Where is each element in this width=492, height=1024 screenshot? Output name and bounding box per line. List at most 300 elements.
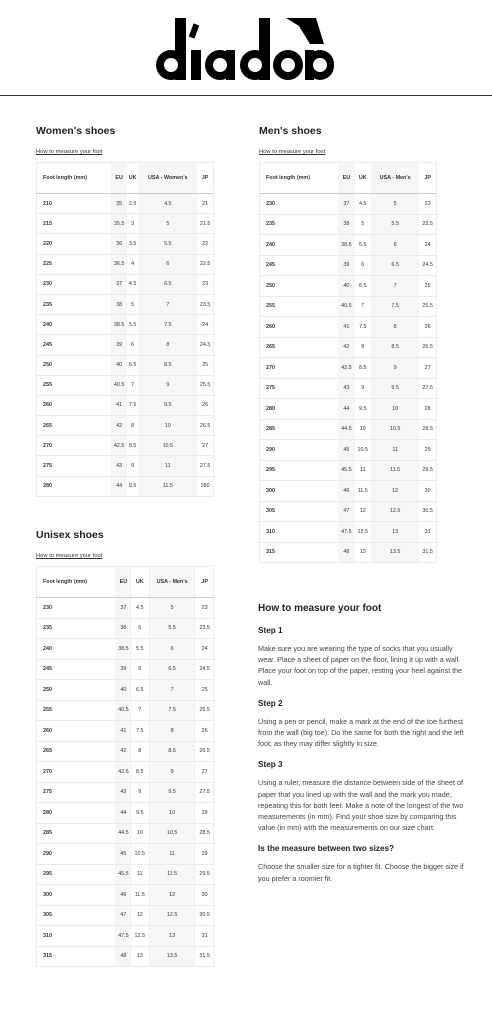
table-row bbox=[37, 885, 214, 906]
table-row bbox=[37, 274, 214, 294]
table-row bbox=[260, 296, 437, 317]
table-cell: 240 bbox=[37, 639, 116, 660]
table-cell: 8.5 bbox=[127, 436, 139, 456]
faq-title: Is the measure between two sizes? bbox=[258, 844, 395, 854]
table-cell: 6.5 bbox=[355, 276, 371, 297]
table-row bbox=[260, 194, 437, 215]
table-cell: 265 bbox=[37, 416, 112, 436]
table-cell: 260 bbox=[37, 395, 112, 415]
table-cell: 4.5 bbox=[127, 274, 139, 294]
table-cell: 41 bbox=[115, 721, 131, 742]
table-row bbox=[260, 276, 437, 297]
table-header-row bbox=[37, 163, 214, 194]
table-cell: 41 bbox=[338, 317, 354, 338]
column-header: JP bbox=[196, 567, 213, 598]
table-cell: 7.5 bbox=[138, 315, 197, 335]
table-cell: 12.5 bbox=[371, 501, 419, 522]
table-cell: 310 bbox=[260, 522, 339, 543]
table-cell: 10.5 bbox=[138, 436, 197, 456]
table-cell: 240 bbox=[260, 235, 339, 256]
table-cell: 255 bbox=[260, 296, 339, 317]
table-cell: 9 bbox=[148, 762, 196, 783]
table-row bbox=[260, 378, 437, 399]
table-cell: 10.5 bbox=[132, 844, 148, 865]
table-cell: 6.5 bbox=[138, 274, 197, 294]
table-cell: 12 bbox=[148, 885, 196, 906]
column-header: USA - Men's bbox=[371, 163, 419, 194]
table-cell: 30 bbox=[419, 481, 436, 502]
table-cell: 7 bbox=[371, 276, 419, 297]
table-cell: 40.5 bbox=[338, 296, 354, 317]
table-cell: 8.5 bbox=[148, 741, 196, 762]
table-cell: 315 bbox=[37, 946, 116, 967]
table-cell: 270 bbox=[260, 358, 339, 379]
table-row bbox=[37, 926, 214, 947]
table-cell: 9 bbox=[132, 782, 148, 803]
mens-measure-link[interactable]: How to measure your foot bbox=[259, 149, 326, 155]
column-header: Foot length (mm) bbox=[37, 163, 112, 194]
table-cell: 300 bbox=[37, 885, 116, 906]
table-cell: 280 bbox=[37, 803, 116, 824]
table-row bbox=[37, 214, 214, 234]
womens-section bbox=[36, 125, 218, 497]
table-cell: 11 bbox=[355, 460, 371, 481]
table-cell: 11.5 bbox=[132, 885, 148, 906]
table-cell: 42.5 bbox=[111, 436, 127, 456]
table-cell: 255 bbox=[37, 700, 116, 721]
table-cell: 10.5 bbox=[371, 419, 419, 440]
mens-section bbox=[259, 125, 441, 563]
step1-text: Make sure you are wearing the type of socks that you usually wear. Place a sheet of paper on the floor, lining it up with a wall. Place your foot on top of the paper, resting your heel against the wall. bbox=[258, 644, 463, 687]
table-cell: 28 bbox=[196, 803, 213, 824]
table-cell: 13 bbox=[371, 522, 419, 543]
table-cell: 24.5 bbox=[197, 335, 213, 355]
table-cell: 27 bbox=[419, 358, 436, 379]
table-row bbox=[37, 823, 214, 844]
table-cell: 37 bbox=[338, 194, 354, 215]
table-cell: 43 bbox=[115, 782, 131, 803]
table-cell: 305 bbox=[260, 501, 339, 522]
table-cell: 42 bbox=[115, 741, 131, 762]
table-row bbox=[37, 741, 214, 762]
table-cell: 7 bbox=[148, 680, 196, 701]
table-cell: 280 bbox=[37, 476, 112, 496]
table-cell: 250 bbox=[37, 355, 112, 375]
table-cell: 6.5 bbox=[148, 659, 196, 680]
table-cell: 3 bbox=[127, 214, 139, 234]
table-cell: 5 bbox=[148, 598, 196, 619]
column-header: EU bbox=[111, 163, 127, 194]
table-row bbox=[37, 355, 214, 375]
table-cell: 12.5 bbox=[132, 926, 148, 947]
table-cell: 24 bbox=[196, 639, 213, 660]
table-cell: 290 bbox=[37, 844, 116, 865]
table-cell: 265 bbox=[37, 741, 116, 762]
table-cell: 31 bbox=[196, 926, 213, 947]
table-cell: 230 bbox=[260, 194, 339, 215]
table-cell: 26.5 bbox=[196, 741, 213, 762]
table-cell: 8.5 bbox=[132, 762, 148, 783]
table-cell: 35 bbox=[111, 194, 127, 214]
table-cell: 27.5 bbox=[419, 378, 436, 399]
measure-guide bbox=[258, 603, 468, 884]
table-cell: 31.5 bbox=[196, 946, 213, 967]
table-cell: 12 bbox=[355, 501, 371, 522]
table-cell: 250 bbox=[37, 680, 116, 701]
table-cell: 45 bbox=[338, 440, 354, 461]
unisex-measure-link[interactable]: How to measure your foot bbox=[36, 553, 103, 559]
table-cell: 10 bbox=[371, 399, 419, 420]
table-cell: 260 bbox=[37, 721, 116, 742]
table-cell: 285 bbox=[260, 419, 339, 440]
table-cell: 295 bbox=[260, 460, 339, 481]
table-cell: 5.5 bbox=[138, 234, 197, 254]
table-cell: 12.5 bbox=[148, 905, 196, 926]
table-cell: 235 bbox=[260, 214, 339, 235]
table-row bbox=[37, 762, 214, 783]
table-row bbox=[37, 234, 214, 254]
table-cell: 7 bbox=[355, 296, 371, 317]
table-cell: 270 bbox=[37, 762, 116, 783]
table-header-row bbox=[260, 163, 437, 194]
table-row bbox=[260, 440, 437, 461]
table-cell: 6.5 bbox=[127, 355, 139, 375]
table-cell: 7.5 bbox=[371, 296, 419, 317]
table-row bbox=[37, 618, 214, 639]
table-cell: 11.5 bbox=[148, 864, 196, 885]
table-cell: 9 bbox=[371, 358, 419, 379]
table-row bbox=[260, 317, 437, 338]
table-row bbox=[37, 436, 214, 456]
table-cell: 24.5 bbox=[196, 659, 213, 680]
table-row bbox=[37, 598, 214, 619]
table-row bbox=[37, 254, 214, 274]
table-cell: 26.5 bbox=[197, 416, 213, 436]
table-row bbox=[37, 680, 214, 701]
unisex-size-table bbox=[36, 566, 214, 967]
table-row bbox=[37, 456, 214, 476]
table-cell: 280 bbox=[260, 399, 339, 420]
table-cell: 39 bbox=[111, 335, 127, 355]
table-cell: 7.5 bbox=[127, 395, 139, 415]
table-row bbox=[260, 481, 437, 502]
table-cell: 38 bbox=[111, 294, 127, 314]
table-cell: 40.5 bbox=[111, 375, 127, 395]
table-cell: 44 bbox=[111, 476, 127, 496]
table-cell: 38 bbox=[115, 618, 131, 639]
table-cell: 11 bbox=[138, 456, 197, 476]
table-cell: 43 bbox=[111, 456, 127, 476]
table-cell: 47 bbox=[115, 905, 131, 926]
table-cell: 285 bbox=[37, 823, 116, 844]
table-cell: 23 bbox=[196, 598, 213, 619]
table-row bbox=[37, 335, 214, 355]
table-cell: 245 bbox=[37, 659, 116, 680]
table-cell: 6 bbox=[148, 639, 196, 660]
table-row bbox=[37, 194, 214, 214]
table-cell: 280 bbox=[197, 476, 213, 496]
table-cell: 40 bbox=[111, 355, 127, 375]
table-cell: 26.5 bbox=[419, 337, 436, 358]
table-cell: 9.5 bbox=[355, 399, 371, 420]
table-cell: 6 bbox=[138, 254, 197, 274]
table-cell: 5 bbox=[127, 294, 139, 314]
table-cell: 220 bbox=[37, 234, 112, 254]
table-row bbox=[37, 294, 214, 314]
unisex-section bbox=[36, 529, 218, 967]
table-cell: 255 bbox=[37, 375, 112, 395]
table-cell: 315 bbox=[260, 542, 339, 563]
table-cell: 11.5 bbox=[138, 476, 197, 496]
table-cell: 47.5 bbox=[338, 522, 354, 543]
table-cell: 8.5 bbox=[355, 358, 371, 379]
diadora-logo bbox=[156, 18, 334, 82]
table-cell: 39 bbox=[338, 255, 354, 276]
table-cell: 2.5 bbox=[127, 194, 139, 214]
table-cell: 270 bbox=[37, 436, 112, 456]
table-cell: 9.5 bbox=[132, 803, 148, 824]
table-cell: 5.5 bbox=[127, 315, 139, 335]
table-cell: 5 bbox=[132, 618, 148, 639]
table-cell: 9.5 bbox=[371, 378, 419, 399]
table-cell: 8 bbox=[138, 335, 197, 355]
table-cell: 28 bbox=[419, 399, 436, 420]
table-cell: 37 bbox=[115, 598, 131, 619]
table-cell: 265 bbox=[260, 337, 339, 358]
mens-size-table bbox=[259, 162, 437, 563]
step3-text: Using a ruler, measure the distance between side of the sheet of paper that you lined up with the wall and the mark you made, repeating this for both feet. Make a note of the longest of the two measurements (in mm). Find your shoe size by comparing this value (in mm) with the measurements on our size chart. bbox=[258, 778, 464, 833]
table-cell: 42.5 bbox=[338, 358, 354, 379]
table-cell: 8 bbox=[371, 317, 419, 338]
measure-title: How to measure your foot bbox=[258, 603, 382, 614]
table-cell: 26 bbox=[419, 317, 436, 338]
table-cell: 21.5 bbox=[197, 214, 213, 234]
table-cell: 42.5 bbox=[115, 762, 131, 783]
table-cell: 29.5 bbox=[419, 460, 436, 481]
table-row bbox=[37, 476, 214, 496]
table-cell: 39 bbox=[115, 659, 131, 680]
table-cell: 29 bbox=[419, 440, 436, 461]
womens-measure-link[interactable]: How to measure your foot bbox=[36, 149, 103, 155]
table-cell: 43 bbox=[338, 378, 354, 399]
table-cell: 23.5 bbox=[419, 214, 436, 235]
table-cell: 9 bbox=[138, 375, 197, 395]
table-cell: 31.5 bbox=[419, 542, 436, 563]
step2-text: Using a pen or pencil, make a mark at the end of the toe furthest from the wall (big toe). Do the same for both the right and the left foot, as they may differ slightly in size. bbox=[258, 716, 464, 749]
table-row bbox=[260, 419, 437, 440]
table-cell: 41 bbox=[111, 395, 127, 415]
table-cell: 42 bbox=[111, 416, 127, 436]
table-cell: 240 bbox=[37, 315, 112, 335]
column-header: EU bbox=[115, 567, 131, 598]
table-cell: 10 bbox=[148, 803, 196, 824]
table-cell: 8 bbox=[127, 416, 139, 436]
table-cell: 22 bbox=[197, 234, 213, 254]
table-row bbox=[37, 905, 214, 926]
table-cell: 36.5 bbox=[111, 254, 127, 274]
table-cell: 6 bbox=[127, 335, 139, 355]
table-cell: 295 bbox=[37, 864, 116, 885]
womens-title: Women's shoes bbox=[36, 125, 116, 137]
table-row bbox=[260, 522, 437, 543]
table-cell: 275 bbox=[37, 782, 116, 803]
table-cell: 5.5 bbox=[132, 639, 148, 660]
table-cell: 230 bbox=[37, 598, 116, 619]
table-cell: 5 bbox=[371, 194, 419, 215]
table-row bbox=[260, 235, 437, 256]
table-cell: 305 bbox=[37, 905, 116, 926]
table-cell: 230 bbox=[37, 274, 112, 294]
table-cell: 10 bbox=[132, 823, 148, 844]
column-header: EU bbox=[338, 163, 354, 194]
table-cell: 13 bbox=[148, 926, 196, 947]
table-cell: 250 bbox=[260, 276, 339, 297]
table-cell: 225 bbox=[37, 254, 112, 274]
table-row bbox=[37, 782, 214, 803]
table-row bbox=[37, 803, 214, 824]
table-cell: 8 bbox=[132, 741, 148, 762]
table-cell: 48 bbox=[338, 542, 354, 563]
column-header: Foot length (mm) bbox=[37, 567, 116, 598]
table-cell: 7 bbox=[138, 294, 197, 314]
table-row bbox=[37, 721, 214, 742]
table-cell: 210 bbox=[37, 194, 112, 214]
table-row bbox=[37, 315, 214, 335]
table-cell: 11 bbox=[132, 864, 148, 885]
table-cell: 6.5 bbox=[371, 255, 419, 276]
table-cell: 8 bbox=[148, 721, 196, 742]
column-header: USA - Women's bbox=[138, 163, 197, 194]
table-row bbox=[37, 844, 214, 865]
table-cell: 8 bbox=[355, 337, 371, 358]
table-cell: 9 bbox=[127, 456, 139, 476]
column-header: USA - Men's bbox=[148, 567, 196, 598]
table-row bbox=[37, 375, 214, 395]
table-cell: 38.5 bbox=[338, 235, 354, 256]
table-cell: 235 bbox=[37, 618, 116, 639]
table-cell: 7.5 bbox=[132, 721, 148, 742]
table-cell: 245 bbox=[260, 255, 339, 276]
table-cell: 12 bbox=[371, 481, 419, 502]
table-cell: 36 bbox=[111, 234, 127, 254]
column-header: UK bbox=[127, 163, 139, 194]
table-cell: 28.5 bbox=[419, 419, 436, 440]
table-row bbox=[260, 255, 437, 276]
table-cell: 12 bbox=[132, 905, 148, 926]
column-header: UK bbox=[132, 567, 148, 598]
table-cell: 25.5 bbox=[196, 700, 213, 721]
table-cell: 7.5 bbox=[148, 700, 196, 721]
table-cell: 37 bbox=[111, 274, 127, 294]
table-cell: 23 bbox=[197, 274, 213, 294]
table-cell: 25 bbox=[196, 680, 213, 701]
table-cell: 48 bbox=[115, 946, 131, 967]
table-cell: 5 bbox=[138, 214, 197, 234]
table-cell: 9.5 bbox=[127, 476, 139, 496]
mens-title: Men's shoes bbox=[259, 125, 322, 137]
table-cell: 45.5 bbox=[338, 460, 354, 481]
table-cell: 7 bbox=[127, 375, 139, 395]
table-cell: 10 bbox=[138, 416, 197, 436]
table-cell: 5 bbox=[355, 214, 371, 235]
table-cell: 260 bbox=[260, 317, 339, 338]
table-cell: 13.5 bbox=[148, 946, 196, 967]
table-row bbox=[260, 399, 437, 420]
table-cell: 3.5 bbox=[127, 234, 139, 254]
table-cell: 30.5 bbox=[419, 501, 436, 522]
table-cell: 300 bbox=[260, 481, 339, 502]
table-cell: 6 bbox=[371, 235, 419, 256]
table-cell: 8.5 bbox=[371, 337, 419, 358]
table-cell: 26 bbox=[196, 721, 213, 742]
table-cell: 235 bbox=[37, 294, 112, 314]
womens-size-table bbox=[36, 162, 214, 497]
table-cell: 27.5 bbox=[196, 782, 213, 803]
table-cell: 13 bbox=[355, 542, 371, 563]
column-header: JP bbox=[197, 163, 213, 194]
table-cell: 38 bbox=[338, 214, 354, 235]
table-cell: 46 bbox=[115, 885, 131, 906]
table-row bbox=[37, 639, 214, 660]
table-cell: 4.5 bbox=[355, 194, 371, 215]
table-cell: 11.5 bbox=[371, 460, 419, 481]
table-cell: 23.5 bbox=[196, 618, 213, 639]
table-cell: 23.5 bbox=[197, 294, 213, 314]
column-header: JP bbox=[419, 163, 436, 194]
table-cell: 310 bbox=[37, 926, 116, 947]
table-cell: 9.5 bbox=[148, 782, 196, 803]
table-cell: 7 bbox=[132, 700, 148, 721]
table-cell: 23 bbox=[419, 194, 436, 215]
table-cell: 4.5 bbox=[138, 194, 197, 214]
table-cell: 44 bbox=[115, 803, 131, 824]
table-cell: 13.5 bbox=[371, 542, 419, 563]
table-cell: 44 bbox=[338, 399, 354, 420]
table-cell: 27 bbox=[197, 436, 213, 456]
table-cell: 9 bbox=[355, 378, 371, 399]
table-cell: 30 bbox=[196, 885, 213, 906]
table-cell: 10.5 bbox=[148, 823, 196, 844]
table-cell: 4.5 bbox=[132, 598, 148, 619]
table-cell: 44.5 bbox=[338, 419, 354, 440]
table-row bbox=[260, 542, 437, 563]
table-row bbox=[260, 358, 437, 379]
table-cell: 35.5 bbox=[111, 214, 127, 234]
table-cell: 215 bbox=[37, 214, 112, 234]
step3-title: Step 3 bbox=[258, 760, 283, 770]
table-cell: 38.5 bbox=[115, 639, 131, 660]
table-cell: 26 bbox=[197, 395, 213, 415]
table-cell: 24 bbox=[197, 315, 213, 335]
table-cell: 290 bbox=[260, 440, 339, 461]
table-cell: 42 bbox=[338, 337, 354, 358]
table-row bbox=[260, 501, 437, 522]
faq-text: Choose the smaller size for a tighter fit. Choose the bigger size if you prefer a roomier fit. bbox=[258, 862, 464, 883]
table-row bbox=[37, 416, 214, 436]
table-cell: 11 bbox=[148, 844, 196, 865]
table-cell: 38.5 bbox=[111, 315, 127, 335]
column-header: UK bbox=[355, 163, 371, 194]
table-cell: 10.5 bbox=[355, 440, 371, 461]
table-cell: 21 bbox=[197, 194, 213, 214]
table-cell: 24.5 bbox=[419, 255, 436, 276]
table-cell: 11 bbox=[371, 440, 419, 461]
table-cell: 25.5 bbox=[419, 296, 436, 317]
table-cell: 25.5 bbox=[197, 375, 213, 395]
table-cell: 45.5 bbox=[115, 864, 131, 885]
table-cell: 6.5 bbox=[132, 680, 148, 701]
table-cell: 46 bbox=[338, 481, 354, 502]
